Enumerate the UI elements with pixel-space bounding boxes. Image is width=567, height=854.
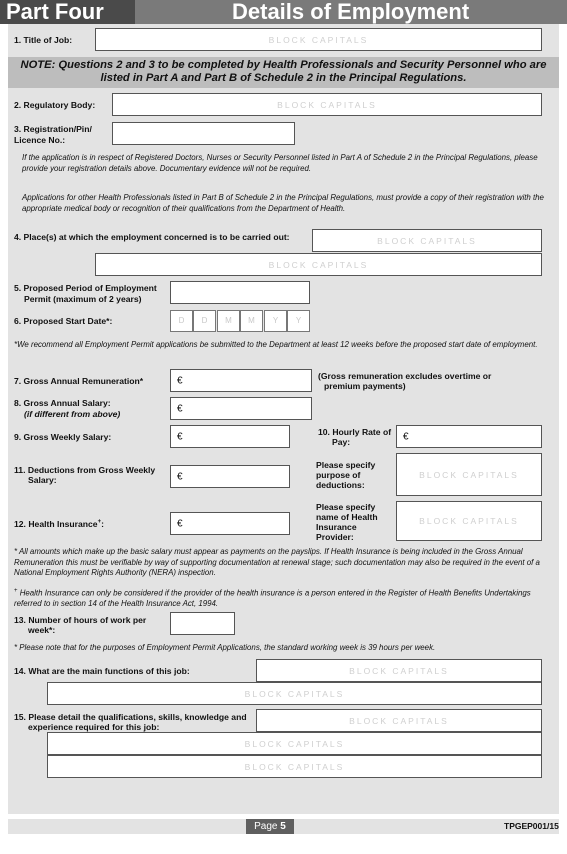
q15-label-line1: 15. Please detail the qualifications, skills, knowledge and [14,712,247,722]
part-title: Part Four [6,0,104,24]
deductions-purpose-input[interactable]: BLOCK CAPITALS [396,453,542,496]
start-date-year-1[interactable]: Y [264,310,287,332]
q10-label-line1: 10. Hourly Rate of [318,427,392,437]
gross-weekly-salary-input[interactable] [170,425,290,448]
q4-label: 4. Place(s) at which the employment concerned is to be carried out: [14,232,290,242]
start-date-day-1[interactable]: D [170,310,193,332]
q8-label-line2: (if different from above) [24,409,121,419]
q13-label-line2: week*: [28,625,56,635]
qualifications-input-1[interactable]: BLOCK CAPITALS [256,709,542,732]
deductions-input[interactable] [170,465,290,488]
q6-label: 6. Proposed Start Date*: [14,316,113,326]
main-functions-input-1[interactable]: BLOCK CAPITALS [256,659,542,682]
health-insurance-footnote: + Health Insurance can only be considered if the provider of the health insurance is a person entered in the Register of Health Benefits Undertakings referred to in section 14 of the Health Insurance Act, 1994. [14,588,531,609]
q12-provider-line2: name of Health [316,512,378,522]
form-code: TPGEP001/15 [504,821,559,831]
qualifications-input-2[interactable]: BLOCK CAPITALS [47,732,542,755]
health-insurance-provider-input[interactable]: BLOCK CAPITALS [396,501,542,541]
main-functions-input-2[interactable]: BLOCK CAPITALS [47,682,542,705]
period-of-employment-input[interactable] [170,281,310,304]
regulatory-body-input[interactable]: BLOCK CAPITALS [112,93,542,116]
page-number: Page 5 [246,819,294,834]
euro-symbol: € [177,471,183,482]
euro-symbol: € [177,375,183,386]
start-date-month-2[interactable]: M [240,310,263,332]
recommend-text: *We recommend all Employment Permit applications be submitted to the Department at least 12 weeks before the proposed start date of employment. [14,340,538,349]
q5-label-line1: 5. Proposed Period of Employment [14,283,157,293]
gross-annual-salary-input[interactable] [170,397,312,420]
euro-symbol: € [403,431,409,442]
qualifications-input-3[interactable]: BLOCK CAPITALS [47,755,542,778]
q3-label-line2: Licence No.: [14,135,66,145]
q11-purpose-line2: purpose of [316,470,361,480]
q8-label-line1: 8. Gross Annual Salary: [14,398,111,408]
health-insurance-input[interactable] [170,512,290,535]
q11-purpose-line3: deductions: [316,480,365,490]
q15-label-line2: experience required for this job: [28,722,160,732]
q2-label: 2. Regulatory Body: [14,100,96,110]
q12-provider-line1: Please specify [316,502,376,512]
hourly-rate-input[interactable] [396,425,542,448]
q11-label-line1: 11. Deductions from Gross Weekly [14,465,156,475]
euro-symbol: € [177,518,183,529]
q7-note-line1: (Gross remuneration excludes overtime or [318,371,492,381]
start-date-day-2[interactable]: D [193,310,216,332]
start-date-month-1[interactable]: M [217,310,240,332]
place-of-employment-input-2[interactable]: BLOCK CAPITALS [95,253,542,276]
euro-symbol: € [177,403,183,414]
q14-label: 14. What are the main functions of this job: [14,666,190,676]
section-title: Details of Employment [232,0,470,24]
gross-annual-remuneration-input[interactable] [170,369,312,392]
q9-label: 9. Gross Weekly Salary: [14,432,112,442]
q11-purpose-line1: Please specify [316,460,376,470]
health-professional-info-text: Applications for other Health Professionals listed in Part B of Schedule 2 in the Principal Regulations, must provide a copy of their registration with the appropriate medical body or recognition of their qualifications from the Department of Health. [22,193,544,213]
place-of-employment-input-1[interactable]: BLOCK CAPITALS [312,229,542,252]
q11-label-line2: Salary: [28,475,57,485]
q5-label-line2: Permit (maximum of 2 years) [24,294,142,304]
hours-per-week-input[interactable] [170,612,235,635]
job-title-input[interactable]: BLOCK CAPITALS [95,28,542,51]
salary-footnote: * All amounts which make up the basic salary must appear as payments on the payslips. If Health Insurance is being included in the Gross Annual Remuneration this must be verifiable by way of supporting documentation at renewal stage; such documentation may also be required in the event of a National Employment Rights Authority (NERA) inspection. [14,547,540,577]
q7-note-line2: premium payments) [324,381,406,391]
start-date-year-2[interactable]: Y [287,310,310,332]
q10-label-line2: Pay: [332,437,351,447]
q12-provider-line4: Provider: [316,532,354,542]
registration-number-input[interactable] [112,122,295,145]
q3-label-line1: 3. Registration/Pin/ [14,124,92,134]
hours-note: * Please note that for the purposes of Employment Permit Applications, the standard working week is 39 hours per week. [14,643,436,652]
q12-label: 12. Health Insurance+: [14,518,104,529]
registration-info-text: If the application is in respect of Registered Doctors, Nurses or Security Personnel listed in Part A of Schedule 2 in the Principal Regulations, please provide your registration details above. Documentary evidence will not be required. [22,153,538,173]
euro-symbol: € [177,431,183,442]
q1-label: 1. Title of Job: [14,35,73,45]
q13-label-line1: 13. Number of hours of work per [14,615,147,625]
q12-provider-line3: Insurance [316,522,357,532]
note-text: NOTE: Questions 2 and 3 to be completed by Health Professionals and Security Personnel who are listed in Part A and Part B of Schedule 2 in the Principal Regulations. [20,59,547,84]
q7-label: 7. Gross Annual Remuneration* [14,376,144,386]
